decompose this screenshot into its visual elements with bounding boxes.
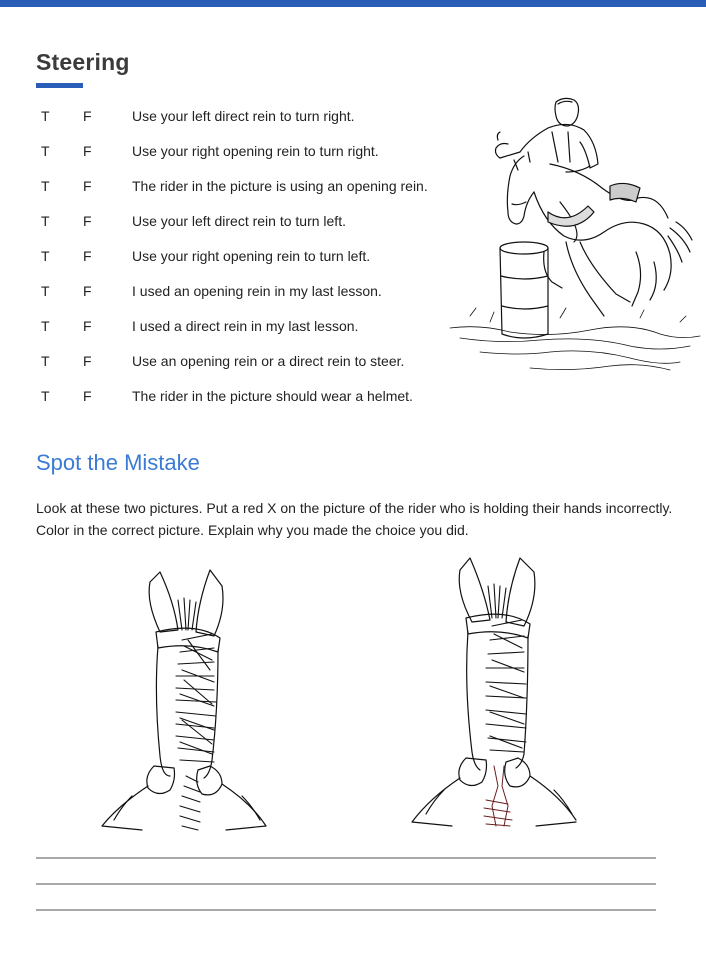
true-option[interactable]: T: [41, 108, 50, 124]
question-text: I used an opening rein in my last lesson.: [132, 283, 382, 299]
true-option[interactable]: T: [41, 248, 50, 264]
false-option[interactable]: F: [83, 143, 92, 159]
question-row: [0, 108, 460, 130]
true-option[interactable]: T: [41, 283, 50, 299]
true-option[interactable]: T: [41, 318, 50, 334]
steering-heading: Steering: [36, 49, 130, 75]
question-row: [0, 318, 460, 340]
top-accent-bar: [0, 0, 706, 7]
rider-hands-picture-left[interactable]: [92, 560, 288, 832]
question-row: [0, 213, 460, 235]
false-option[interactable]: F: [83, 283, 92, 299]
rider-hands-picture-right[interactable]: [400, 550, 600, 832]
question-text: Use an opening rein or a direct rein to steer.: [132, 353, 405, 369]
question-row: [0, 143, 460, 165]
true-option[interactable]: T: [41, 178, 50, 194]
question-text: Use your right opening rein to turn right.: [132, 143, 379, 159]
heading-underline: [36, 83, 83, 88]
answer-line-3[interactable]: [36, 909, 656, 911]
question-text: The rider in the picture is using an opening rein.: [132, 178, 428, 194]
instructions-text: Look at these two pictures. Put a red X on the picture of the rider who is holding their hands incorrectly. Color in the correct picture. Explain why you made the choice you did.: [36, 500, 673, 538]
question-text: The rider in the picture should wear a helmet.: [132, 388, 413, 404]
question-text: Use your left direct rein to turn left.: [132, 213, 346, 229]
question-row: [0, 353, 460, 375]
true-option[interactable]: T: [41, 388, 50, 404]
spot-the-mistake-heading: Spot the Mistake: [36, 450, 200, 475]
question-row: [0, 248, 460, 270]
question-text: Use your left direct rein to turn right.: [132, 108, 355, 124]
false-option[interactable]: F: [83, 318, 92, 334]
true-option[interactable]: T: [41, 353, 50, 369]
true-option[interactable]: T: [41, 143, 50, 159]
answer-line-2[interactable]: [36, 883, 656, 885]
question-row: [0, 283, 460, 305]
barrel-racing-illustration: [440, 92, 706, 384]
true-option[interactable]: T: [41, 213, 50, 229]
false-option[interactable]: F: [83, 178, 92, 194]
false-option[interactable]: F: [83, 213, 92, 229]
question-row: [0, 388, 460, 410]
question-text: I used a direct rein in my last lesson.: [132, 318, 359, 334]
false-option[interactable]: F: [83, 108, 92, 124]
question-text: Use your right opening rein to turn left.: [132, 248, 371, 264]
question-row: [0, 178, 460, 200]
false-option[interactable]: F: [83, 388, 92, 404]
false-option[interactable]: F: [83, 353, 92, 369]
answer-line-1[interactable]: [36, 857, 656, 859]
false-option[interactable]: F: [83, 248, 92, 264]
